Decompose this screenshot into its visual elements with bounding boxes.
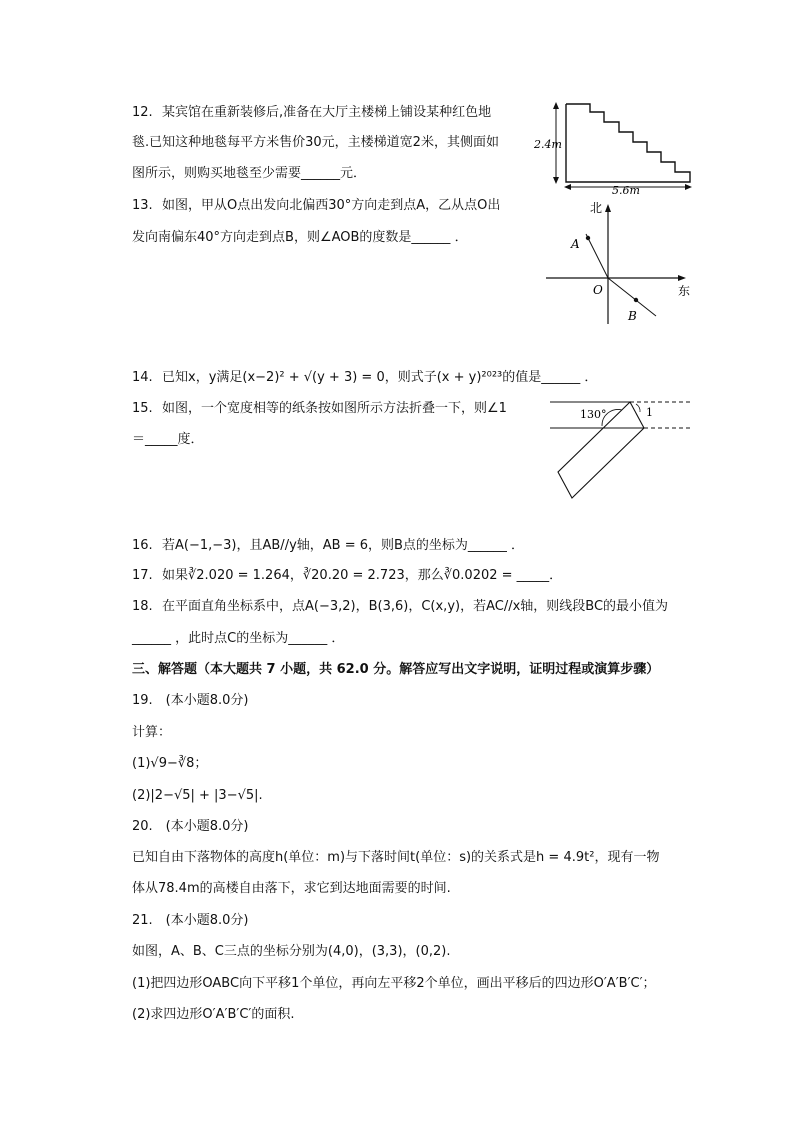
q12-text-2: 毯.已知这种地毯每平方米售价30元，主楼梯道宽2米，其侧面如 bbox=[132, 135, 499, 150]
q19-intro: 计算： bbox=[132, 725, 172, 740]
q18-text-1: 在平面直角坐标系中，点A(−3,2)，B(3,6)，C(x,y)，若AC//x轴，则线段BC的最小值为 bbox=[162, 599, 669, 614]
q15-text-2: ＝_____度． bbox=[132, 432, 204, 447]
q12-text-3: 图所示，则购买地毯至少需要______元． bbox=[132, 166, 367, 181]
q12-text-1: 某宾馆在重新装修后,准备在大厅主楼梯上铺设某种红色地 bbox=[162, 105, 492, 120]
angle-130-label: 130° bbox=[580, 408, 607, 421]
q12-stair-figure bbox=[530, 98, 700, 198]
q16-line1 bbox=[132, 537, 524, 555]
point-a-label: A bbox=[571, 237, 580, 251]
q19-part1: (1)√9−∛8； bbox=[132, 756, 208, 771]
q21-part2: (2)求四边形O′A′B′C′的面积. bbox=[132, 1007, 295, 1022]
q12-line1 bbox=[132, 104, 491, 122]
q13-direction-figure bbox=[540, 196, 700, 331]
section-3-title: 三、解答题（本大题共 7 小题，共 62.0 分。解答应写出文字说明，证明过程或演算步骤） bbox=[132, 662, 660, 677]
q15-folded-strip-figure bbox=[548, 394, 698, 500]
point-b-label: B bbox=[628, 309, 637, 323]
north-label: 北 bbox=[590, 201, 603, 215]
q21-part1: (1)把四边形OABC向下平移1个单位，再向左平移2个单位，画出平移后的四边形O′A′B′C′； bbox=[132, 976, 656, 991]
height-label: 2.4m bbox=[534, 138, 562, 151]
q14-number: 14. bbox=[132, 370, 153, 385]
q19-header: 19. (本小题8.0分) bbox=[132, 693, 249, 708]
q14-line1 bbox=[132, 369, 597, 387]
q15-text-1: 如图，一个宽度相等的纸条按如图所示方法折叠一下，则∠1 bbox=[162, 401, 507, 416]
width-label: 5.6m bbox=[612, 184, 640, 197]
q17-text-1: 如果∛2.020 = 1.264，∛20.20 = 2.723，那么∛0.0202 = _____． bbox=[162, 568, 563, 583]
east-label: 东 bbox=[678, 284, 691, 298]
q21-text-1: 如图，A、B、C三点的坐标分别为(4,0)，(3,3)，(0,2). bbox=[132, 944, 451, 959]
origin-label: O bbox=[593, 283, 603, 297]
q19-part2: (2)|2−√5| + |3−√5|. bbox=[132, 788, 263, 803]
q13-text-1: 如图，甲从O点出发向北偏西30°方向走到点A，乙从点O出 bbox=[162, 198, 501, 213]
q17-line1 bbox=[132, 567, 562, 585]
q20-header: 20. (本小题8.0分) bbox=[132, 819, 249, 834]
q18-number: 18. bbox=[132, 599, 153, 614]
q20-text-2: 体从78.4m的高楼自由落下，求它到达地面需要的时间. bbox=[132, 881, 451, 896]
q18-text-2: ______ ，此时点C的坐标为______ ． bbox=[132, 631, 345, 646]
stair-outline bbox=[566, 104, 690, 182]
q14-text-1: 已知x，y满足(x−2)² + √(y + 3) = 0，则式子(x + y)²⁰²³的值是______ ． bbox=[162, 370, 598, 385]
q12-number: 12. bbox=[132, 105, 153, 120]
q21-header: 21. (本小题8.0分) bbox=[132, 913, 249, 928]
q15-number: 15. bbox=[132, 401, 153, 416]
q17-number: 17. bbox=[132, 568, 153, 583]
q18-line1 bbox=[132, 598, 668, 616]
q13-text-2: 发向南偏东40°方向走到点B，则∠AOB的度数是______ ． bbox=[132, 230, 468, 245]
q13-number: 13. bbox=[132, 198, 153, 213]
q16-text-1: 若A(−1,−3)，且AB//y轴，AB = 6，则B点的坐标为______ ． bbox=[162, 538, 525, 553]
q16-number: 16. bbox=[132, 538, 153, 553]
q20-text-1: 已知自由下落物体的高度h(单位：m)与下落时间t(单位：s)的关系式是h = 4.9t²，现有一物 bbox=[132, 850, 660, 865]
angle-1-label: 1 bbox=[646, 406, 653, 419]
q13-line1 bbox=[132, 197, 500, 215]
q15-line1 bbox=[132, 400, 507, 418]
